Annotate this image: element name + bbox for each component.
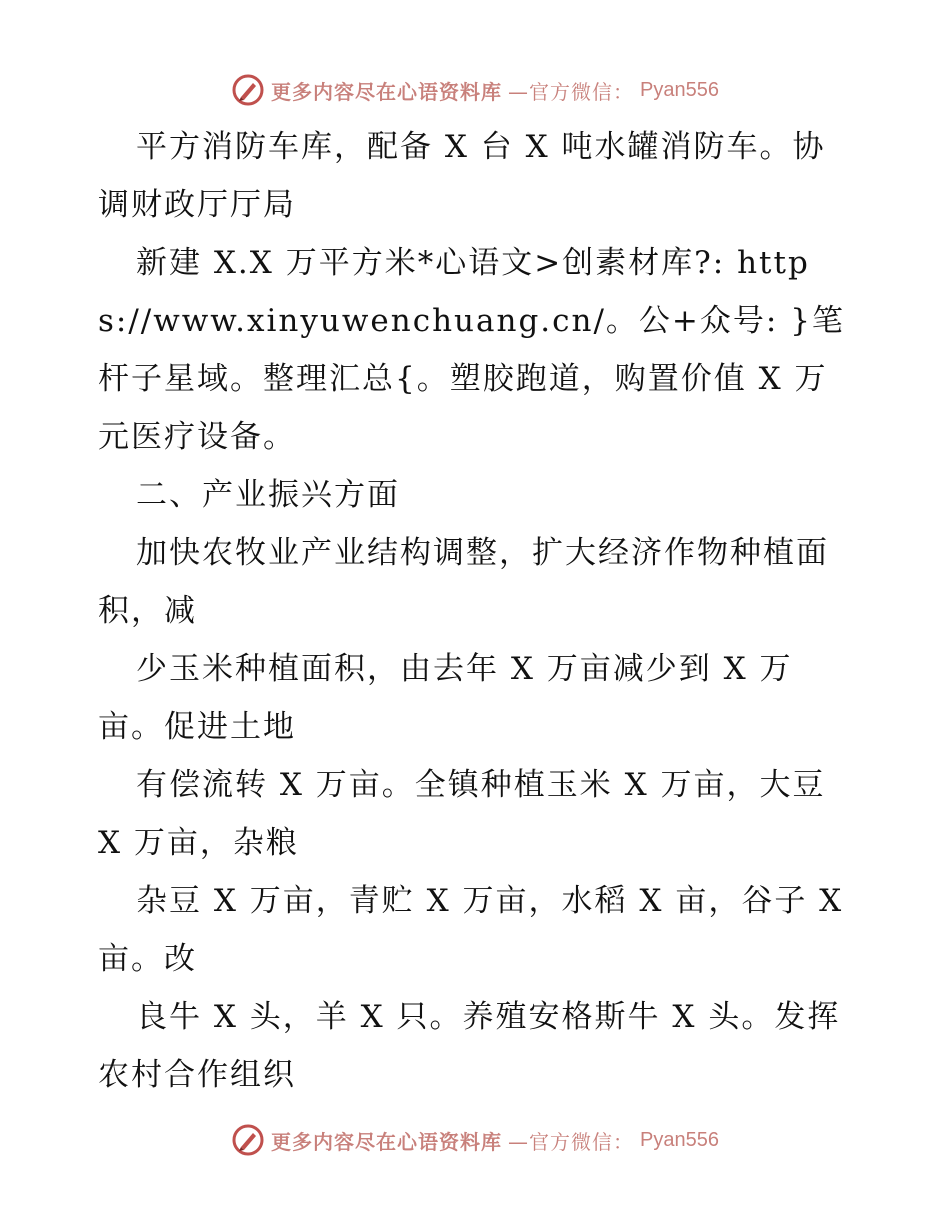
paragraph: 少玉米种植面积，由去年 X 万亩减少到 X 万亩。促进土地	[98, 651, 793, 745]
watermark-site-name: 更多内容尽在心语资料库	[271, 1129, 503, 1154]
watermark-wechat-id: Pyan556	[640, 78, 719, 101]
paragraph: 新建 X.X 万平方米*心语文>创素材库?: https://www.xinyuwenchuang.cn/。公+众号: }笔杆子星域。整理汇总{。塑胶跑道，购置价值 X 万元医疗设备。	[98, 245, 845, 455]
pen-logo-icon	[231, 73, 265, 107]
header-watermark	[0, 70, 950, 110]
section-heading: 二、产业振兴方面	[136, 477, 400, 513]
footer-watermark	[0, 1120, 950, 1160]
pen-logo-icon	[231, 1123, 265, 1157]
paragraph: 有偿流转 X 万亩。全镇种植玉米 X 万亩，大豆 X 万亩，杂粮	[98, 767, 826, 861]
watermark-wechat-label: —官方微信：	[508, 79, 635, 104]
paragraph: 加快农牧业产业结构调整，扩大经济作物种植面积，减	[98, 535, 829, 629]
watermark-wechat-label: —官方微信：	[508, 1129, 635, 1154]
watermark-wechat-id: Pyan556	[640, 1128, 719, 1151]
paragraph: 平方消防车库，配备 X 台 X 吨水罐消防车。协调财政厅厅局	[98, 129, 826, 223]
watermark-site-name: 更多内容尽在心语资料库	[271, 79, 503, 104]
paragraph: 杂豆 X 万亩，青贮 X 万亩，水稻 X 亩，谷子 X 亩。改	[98, 883, 844, 977]
document-body	[98, 118, 858, 1104]
paragraph: 良牛 X 头，羊 X 只。养殖安格斯牛 X 头。发挥农村合作组织	[98, 999, 841, 1093]
